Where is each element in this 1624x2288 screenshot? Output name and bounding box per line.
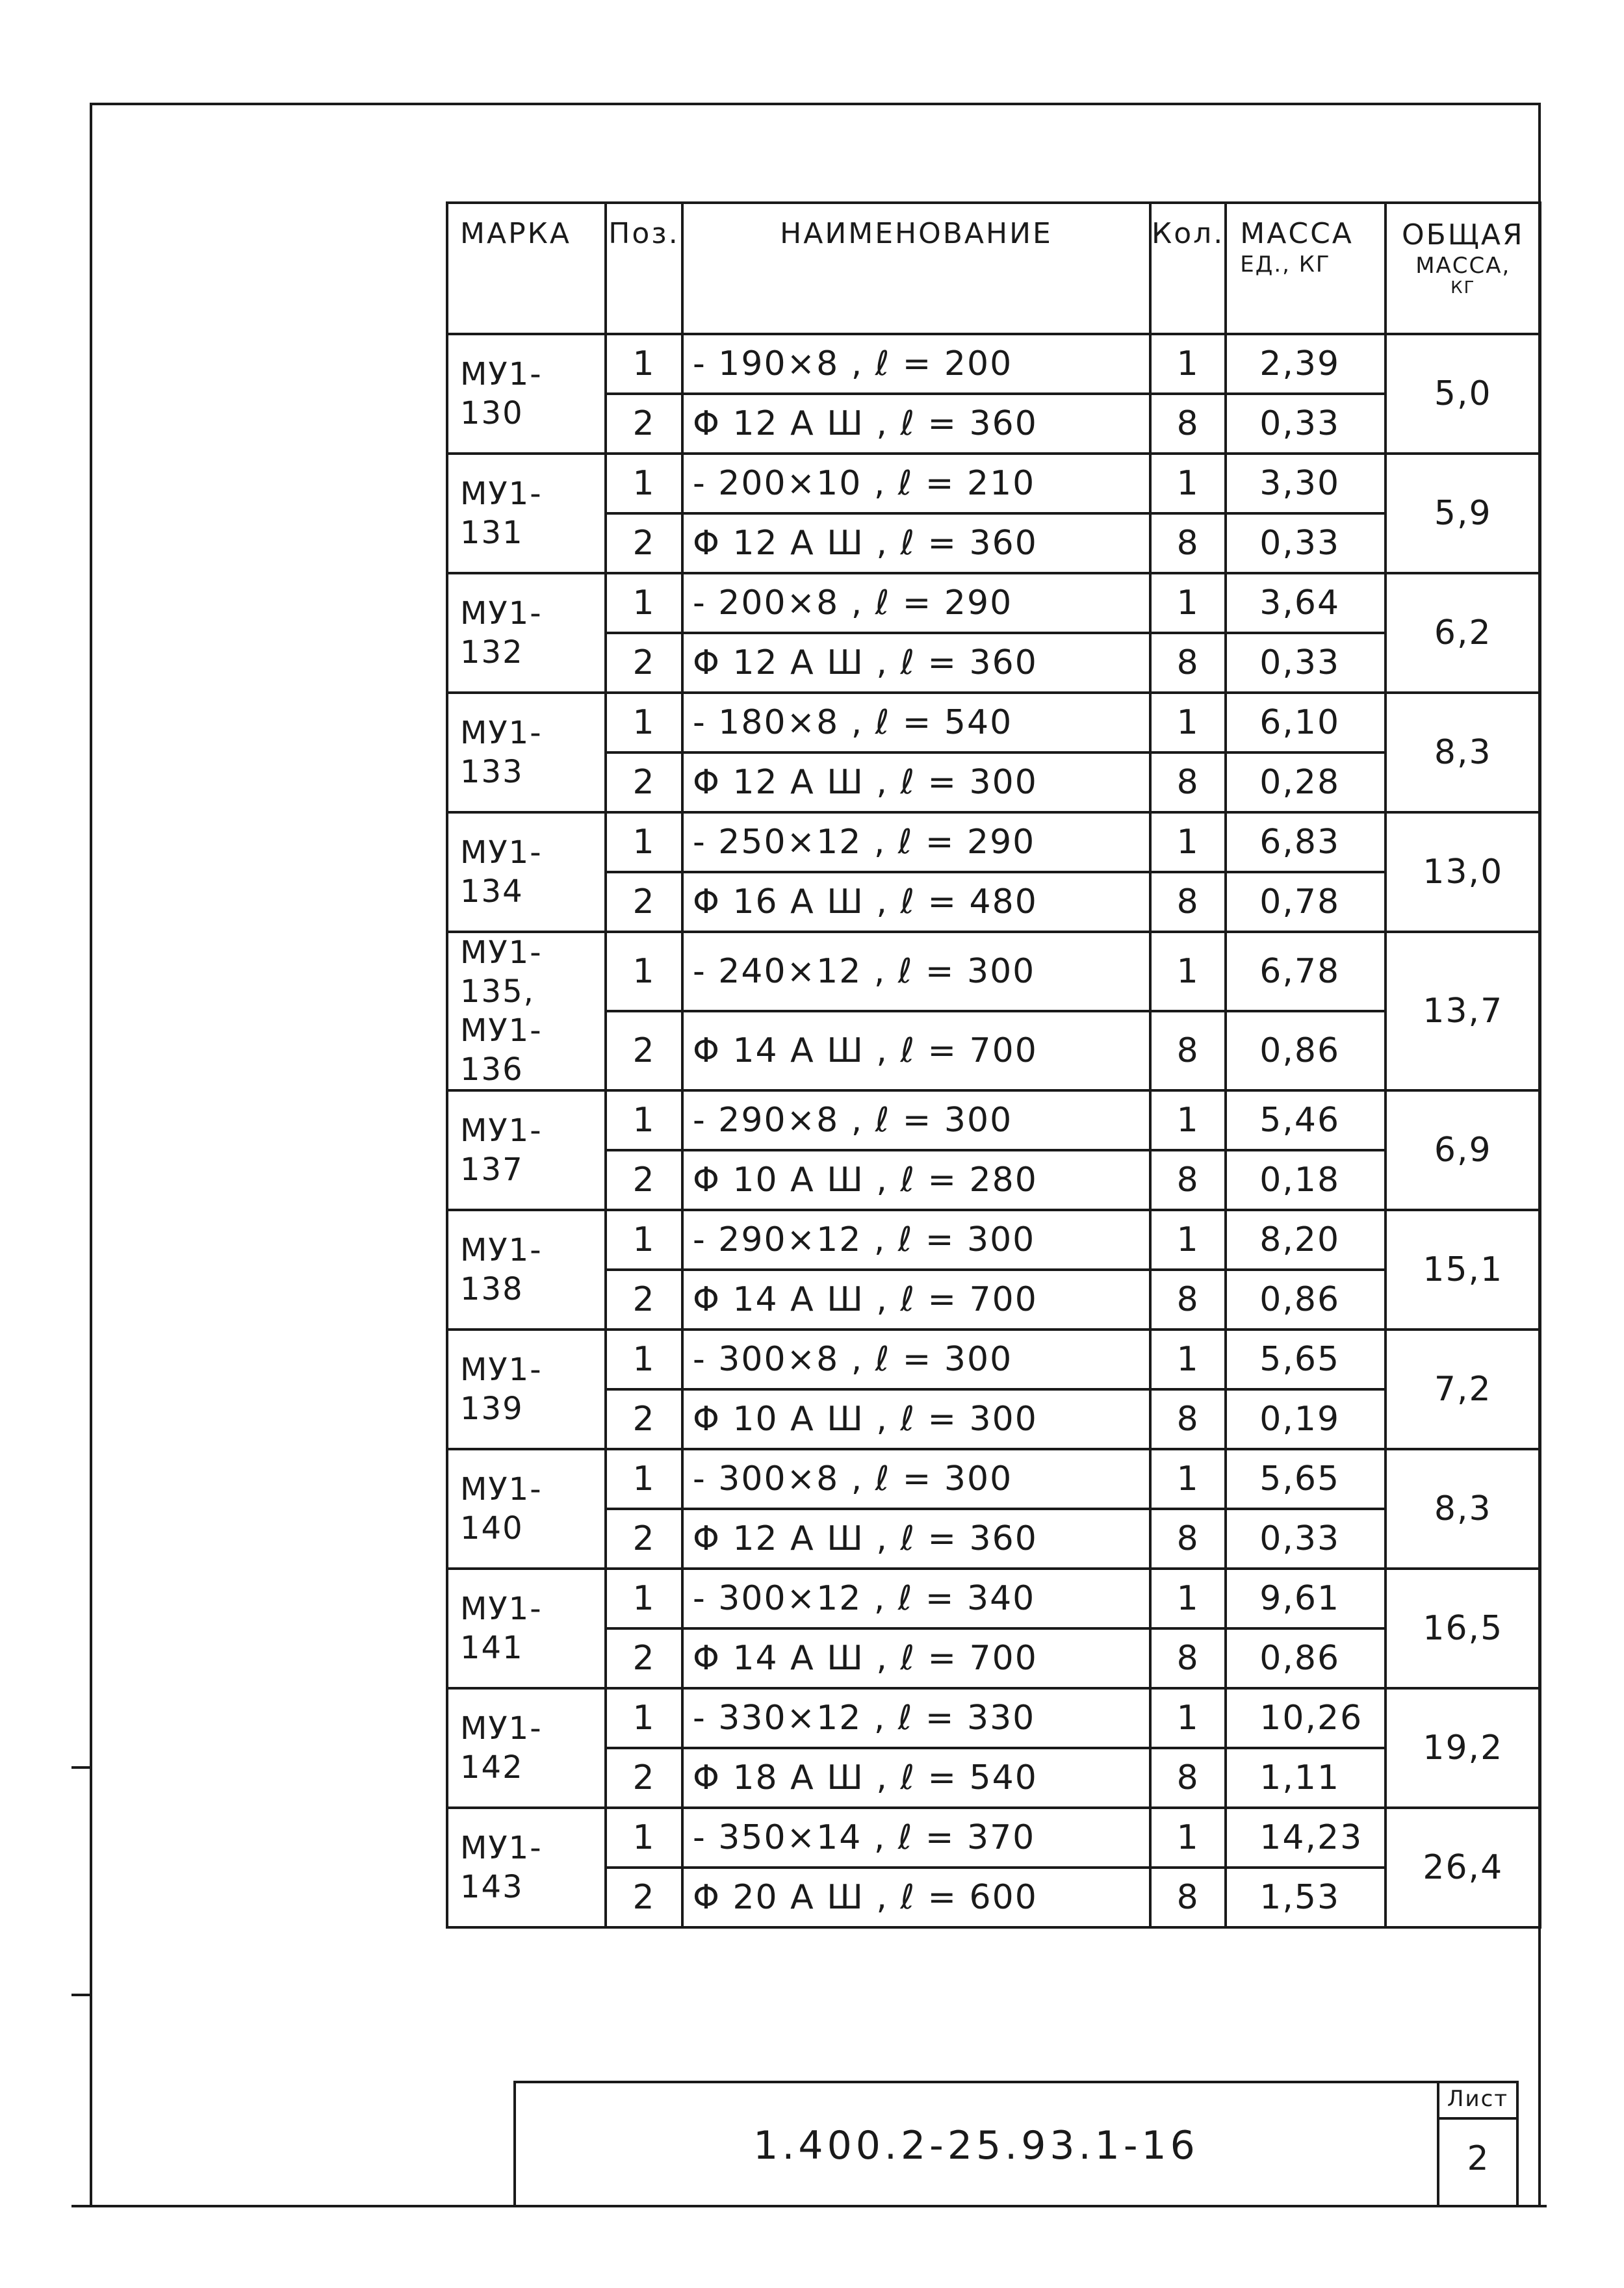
table-row [447, 394, 1540, 454]
name-cell: - 290×12 , ℓ = 300 [682, 1210, 1150, 1270]
qty-cell: 8 [1150, 1509, 1226, 1569]
name-cell: Φ 12 A Ш , ℓ = 360 [682, 1509, 1150, 1569]
table-row [447, 334, 1540, 394]
qty-cell: 1 [1150, 334, 1226, 394]
unit-mass-cell: 0,78 [1226, 872, 1386, 932]
unit-mass-cell: 1,53 [1226, 1868, 1386, 1927]
qty-cell: 1 [1150, 1449, 1226, 1509]
pos-cell: 2 [606, 633, 682, 693]
unit-mass-cell: 0,19 [1226, 1389, 1386, 1449]
unit-mass-cell: 6,10 [1226, 693, 1386, 752]
qty-cell: 1 [1150, 1688, 1226, 1748]
qty-cell: 1 [1150, 454, 1226, 513]
table-row [447, 1090, 1540, 1150]
name-cell: - 200×8 , ℓ = 290 [682, 573, 1150, 633]
pos-cell: 1 [606, 573, 682, 633]
table-row [447, 932, 1540, 1011]
qty-cell: 8 [1150, 1628, 1226, 1688]
name-cell: Φ 14 A Ш , ℓ = 700 [682, 1628, 1150, 1688]
name-cell: Φ 10 A Ш , ℓ = 280 [682, 1150, 1150, 1210]
table-row [447, 1210, 1540, 1270]
qty-cell: 1 [1150, 932, 1226, 1011]
name-cell: Φ 10 A Ш , ℓ = 300 [682, 1389, 1150, 1449]
pos-cell: 2 [606, 1628, 682, 1688]
unit-mass-cell: 3,30 [1226, 454, 1386, 513]
total-mass-cell: 6,2 [1386, 573, 1540, 693]
unit-mass-cell: 2,39 [1226, 334, 1386, 394]
mark-cell: МУ1-130 [447, 334, 606, 454]
name-cell: Φ 14 A Ш , ℓ = 700 [682, 1011, 1150, 1090]
unit-mass-cell: 6,78 [1226, 932, 1386, 1011]
qty-cell: 1 [1150, 573, 1226, 633]
qty-cell: 8 [1150, 1748, 1226, 1808]
name-cell: Φ 18 A Ш , ℓ = 540 [682, 1748, 1150, 1808]
pos-cell: 1 [606, 454, 682, 513]
unit-mass-cell: 3,64 [1226, 573, 1386, 633]
unit-mass-cell: 0,33 [1226, 513, 1386, 573]
pos-cell: 1 [606, 1808, 682, 1868]
total-mass-cell: 13,0 [1386, 812, 1540, 932]
header-pos: Поз. [606, 203, 682, 334]
unit-mass-cell: 1,11 [1226, 1748, 1386, 1808]
mark-cell: МУ1-139 [447, 1330, 606, 1449]
table-row [447, 1509, 1540, 1569]
mark-cell: МУ1-142 [447, 1688, 606, 1808]
document-number: 1.400.2-25.93.1-16 [753, 2122, 1199, 2168]
name-cell: - 330×12 , ℓ = 330 [682, 1688, 1150, 1748]
qty-cell: 1 [1150, 1090, 1226, 1150]
pos-cell: 1 [606, 1688, 682, 1748]
table-row [447, 1688, 1540, 1748]
mark-cell: МУ1-141 [447, 1569, 606, 1688]
pos-cell: 2 [606, 1868, 682, 1927]
pos-cell: 2 [606, 752, 682, 812]
name-cell: - 290×8 , ℓ = 300 [682, 1090, 1150, 1150]
qty-cell: 1 [1150, 693, 1226, 752]
pos-cell: 2 [606, 1389, 682, 1449]
name-cell: - 300×8 , ℓ = 300 [682, 1449, 1150, 1509]
mark-cell: МУ1-132 [447, 573, 606, 693]
mark-cell: МУ1-131 [447, 454, 606, 573]
table-row [447, 1150, 1540, 1210]
pos-cell: 2 [606, 1509, 682, 1569]
qty-cell: 8 [1150, 1270, 1226, 1330]
table-row [447, 812, 1540, 872]
unit-mass-cell: 0,28 [1226, 752, 1386, 812]
name-cell: - 180×8 , ℓ = 540 [682, 693, 1150, 752]
pos-cell: 2 [606, 513, 682, 573]
table-row [447, 752, 1540, 812]
pos-cell: 2 [606, 1270, 682, 1330]
table-row [447, 1011, 1540, 1090]
mark-cell: МУ1-134 [447, 812, 606, 932]
name-cell: - 350×14 , ℓ = 370 [682, 1808, 1150, 1868]
unit-mass-cell: 5,65 [1226, 1330, 1386, 1389]
qty-cell: 1 [1150, 1569, 1226, 1628]
unit-mass-cell: 0,18 [1226, 1150, 1386, 1210]
pos-cell: 1 [606, 1210, 682, 1270]
mark-cell: МУ1-143 [447, 1808, 606, 1927]
header-qty: Кол. [1150, 203, 1226, 334]
qty-cell: 8 [1150, 1150, 1226, 1210]
table-row [447, 1389, 1540, 1449]
mark-cell: МУ1-140 [447, 1449, 606, 1569]
name-cell: Φ 14 A Ш , ℓ = 700 [682, 1270, 1150, 1330]
name-cell: - 300×8 , ℓ = 300 [682, 1330, 1150, 1389]
mark-cell: МУ1-133 [447, 693, 606, 812]
total-mass-cell: 6,9 [1386, 1090, 1540, 1210]
qty-cell: 8 [1150, 633, 1226, 693]
header-row [447, 203, 1540, 334]
pos-cell: 1 [606, 1449, 682, 1509]
mark-cell: МУ1-138 [447, 1210, 606, 1330]
table-row [447, 1628, 1540, 1688]
name-cell: - 240×12 , ℓ = 300 [682, 932, 1150, 1011]
unit-mass-cell: 5,46 [1226, 1090, 1386, 1150]
pos-cell: 2 [606, 1011, 682, 1090]
name-cell: - 200×10 , ℓ = 210 [682, 454, 1150, 513]
binding-tick [71, 1994, 91, 1996]
table-row [447, 513, 1540, 573]
table-row [447, 1330, 1540, 1389]
unit-mass-cell: 0,33 [1226, 1509, 1386, 1569]
pos-cell: 1 [606, 812, 682, 872]
unit-mass-cell: 14,23 [1226, 1808, 1386, 1868]
table-row [447, 1449, 1540, 1509]
sheet-box [1437, 2081, 1519, 2207]
total-mass-cell: 26,4 [1386, 1808, 1540, 1927]
pos-cell: 2 [606, 394, 682, 454]
mark-cell: МУ1-137 [447, 1090, 606, 1210]
title-block [513, 2081, 1519, 2205]
name-cell: Φ 12 A Ш , ℓ = 360 [682, 394, 1150, 454]
qty-cell: 8 [1150, 752, 1226, 812]
table-row [447, 1868, 1540, 1927]
pos-cell: 1 [606, 1569, 682, 1628]
qty-cell: 1 [1150, 812, 1226, 872]
sheet-label: Лист [1439, 2081, 1519, 2120]
qty-cell: 8 [1150, 394, 1226, 454]
header-name: НАИМЕНОВАНИЕ [682, 203, 1150, 334]
unit-mass-cell: 8,20 [1226, 1210, 1386, 1270]
qty-cell: 8 [1150, 1011, 1226, 1090]
name-cell: Φ 20 A Ш , ℓ = 600 [682, 1868, 1150, 1927]
qty-cell: 8 [1150, 872, 1226, 932]
table-row [447, 1270, 1540, 1330]
total-mass-cell: 16,5 [1386, 1569, 1540, 1688]
qty-cell: 1 [1150, 1808, 1226, 1868]
total-mass-cell: 5,0 [1386, 334, 1540, 454]
pos-cell: 1 [606, 1090, 682, 1150]
pos-cell: 1 [606, 932, 682, 1011]
qty-cell: 1 [1150, 1330, 1226, 1389]
table-row [447, 1748, 1540, 1808]
unit-mass-cell: 0,86 [1226, 1628, 1386, 1688]
unit-mass-cell: 0,86 [1226, 1270, 1386, 1330]
table-row [447, 1808, 1540, 1868]
name-cell: Φ 12 A Ш , ℓ = 360 [682, 513, 1150, 573]
sheet-number: 2 [1439, 2120, 1519, 2207]
pos-cell: 2 [606, 872, 682, 932]
table-row [447, 454, 1540, 513]
table-row [447, 633, 1540, 693]
table-row [447, 1569, 1540, 1628]
qty-cell: 8 [1150, 513, 1226, 573]
header-total-mass: ОБЩАЯ МАССА, КГ [1386, 203, 1540, 334]
name-cell: Φ 12 A Ш , ℓ = 360 [682, 633, 1150, 693]
name-cell: - 250×12 , ℓ = 290 [682, 812, 1150, 872]
binding-tick [71, 1766, 91, 1769]
table-row [447, 872, 1540, 932]
unit-mass-cell: 5,65 [1226, 1449, 1386, 1509]
name-cell: - 190×8 , ℓ = 200 [682, 334, 1150, 394]
total-mass-cell: 7,2 [1386, 1330, 1540, 1449]
table-row [447, 573, 1540, 633]
total-mass-cell: 19,2 [1386, 1688, 1540, 1808]
total-mass-cell: 5,9 [1386, 454, 1540, 573]
pos-cell: 2 [606, 1748, 682, 1808]
table-row [447, 693, 1540, 752]
pos-cell: 1 [606, 1330, 682, 1389]
name-cell: - 300×12 , ℓ = 340 [682, 1569, 1150, 1628]
qty-cell: 1 [1150, 1210, 1226, 1270]
total-mass-cell: 8,3 [1386, 693, 1540, 812]
total-mass-cell: 8,3 [1386, 1449, 1540, 1569]
total-mass-cell: 15,1 [1386, 1210, 1540, 1330]
header-mark: МАРКА [447, 203, 606, 334]
pos-cell: 2 [606, 1150, 682, 1210]
pos-cell: 1 [606, 693, 682, 752]
unit-mass-cell: 9,61 [1226, 1569, 1386, 1628]
qty-cell: 8 [1150, 1868, 1226, 1927]
unit-mass-cell: 0,86 [1226, 1011, 1386, 1090]
unit-mass-cell: 0,33 [1226, 394, 1386, 454]
mark-cell: МУ1-135, МУ1-136 [447, 932, 606, 1090]
pos-cell: 1 [606, 334, 682, 394]
name-cell: Φ 12 A Ш , ℓ = 300 [682, 752, 1150, 812]
name-cell: Φ 16 A Ш , ℓ = 480 [682, 872, 1150, 932]
unit-mass-cell: 6,83 [1226, 812, 1386, 872]
header-unit-mass: МАССА ЕД., КГ [1226, 203, 1386, 334]
unit-mass-cell: 0,33 [1226, 633, 1386, 693]
total-mass-cell: 13,7 [1386, 932, 1540, 1090]
unit-mass-cell: 10,26 [1226, 1688, 1386, 1748]
specification-table [446, 201, 1541, 1929]
qty-cell: 8 [1150, 1389, 1226, 1449]
